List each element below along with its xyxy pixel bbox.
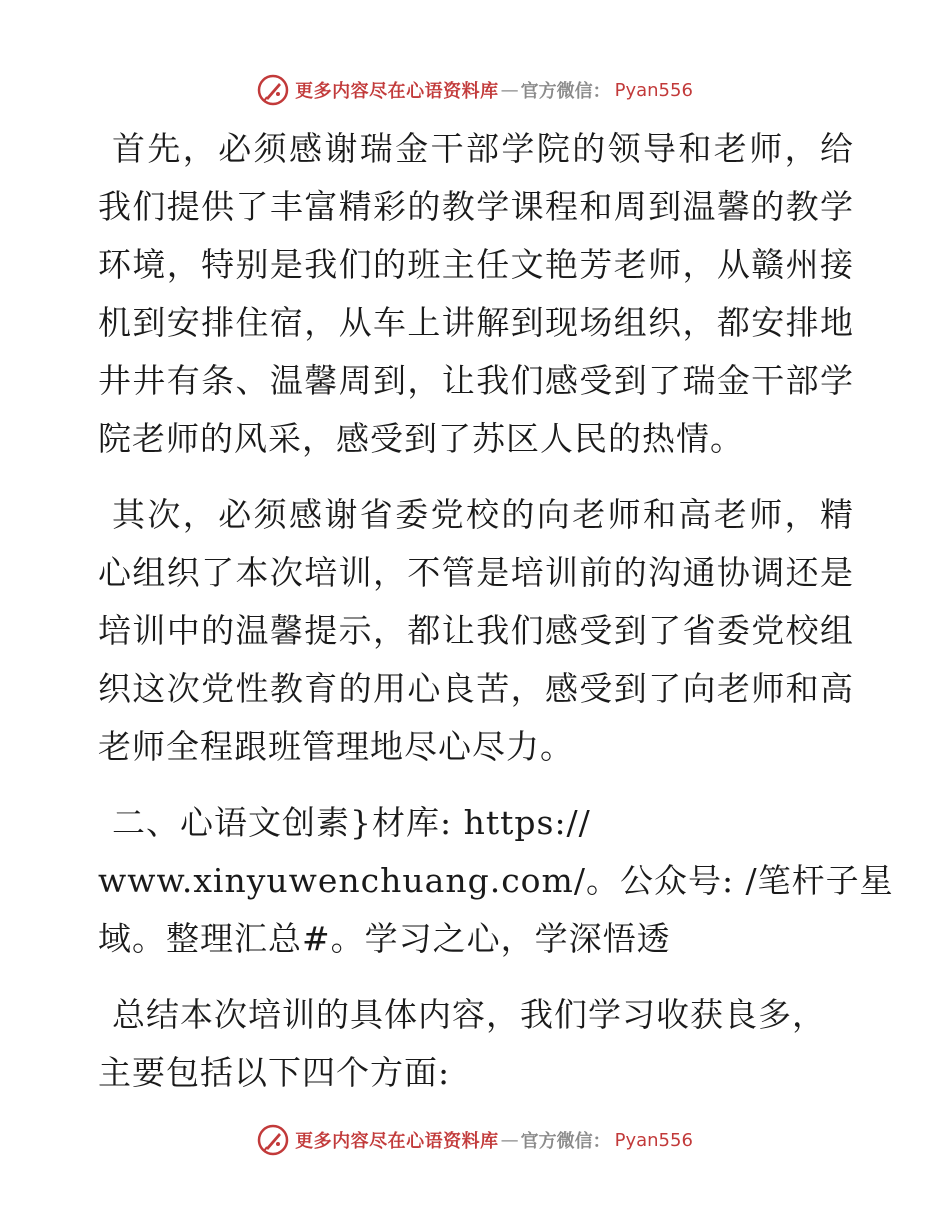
banner-dash: — <box>500 79 519 101</box>
footer-banner <box>0 1120 950 1160</box>
banner-wechat-label: 官方微信： <box>520 1131 611 1152</box>
paragraph-thanks-ruijin: 首先，必须感谢瑞金干部学院的领导和老师，给我们提供了丰富精彩的教学课程和周到温馨的教学环境，特别是我们的班主任文艳芳老师，从赣州接机到安排住宿，从车上讲解到现场组织，都安排地井井有条、温馨周到，让我们感受到了瑞金干部学院老师的风采，感受到了苏区人民的热情。 <box>98 129 854 458</box>
banner-wechat-label: 官方微信： <box>520 81 611 102</box>
banner-wechat-id: Pyan556 <box>614 1129 693 1151</box>
banner-wechat-id: Pyan556 <box>614 79 693 101</box>
banner-library-text: 更多内容尽在心语资料库 <box>295 81 499 102</box>
banner-dash: — <box>500 1129 519 1151</box>
section-line: 二、心语文创素}材库: https:// <box>112 803 591 842</box>
section-line: 域。整理汇总#。学习之心，学深悟透 <box>98 919 671 958</box>
section-heading <box>98 794 894 968</box>
quill-logo-icon <box>257 74 289 106</box>
summary-line: 主要包括以下四个方面: <box>98 1053 451 1092</box>
document-body <box>98 120 894 1102</box>
paragraph-thanks-party-school: 其次，必须感谢省委党校的向老师和高老师，精心组织了本次培训，不管是培训前的沟通协调还是培训中的温馨提示，都让我们感受到了省委党校组织这次党性教育的用心良苦，感受到了向老师和高老师全程跟班管理地尽心尽力。 <box>98 495 854 766</box>
quill-logo-icon <box>257 1124 289 1156</box>
section-line: www.xinyuwenchuang.com/。公众号: /笔杆子星 <box>98 861 894 900</box>
summary-line: 总结本次培训的具体内容，我们学习收获良多， <box>112 995 826 1034</box>
banner-library-text: 更多内容尽在心语资料库 <box>295 1131 499 1152</box>
header-banner <box>0 70 950 110</box>
summary-paragraph <box>98 986 854 1102</box>
